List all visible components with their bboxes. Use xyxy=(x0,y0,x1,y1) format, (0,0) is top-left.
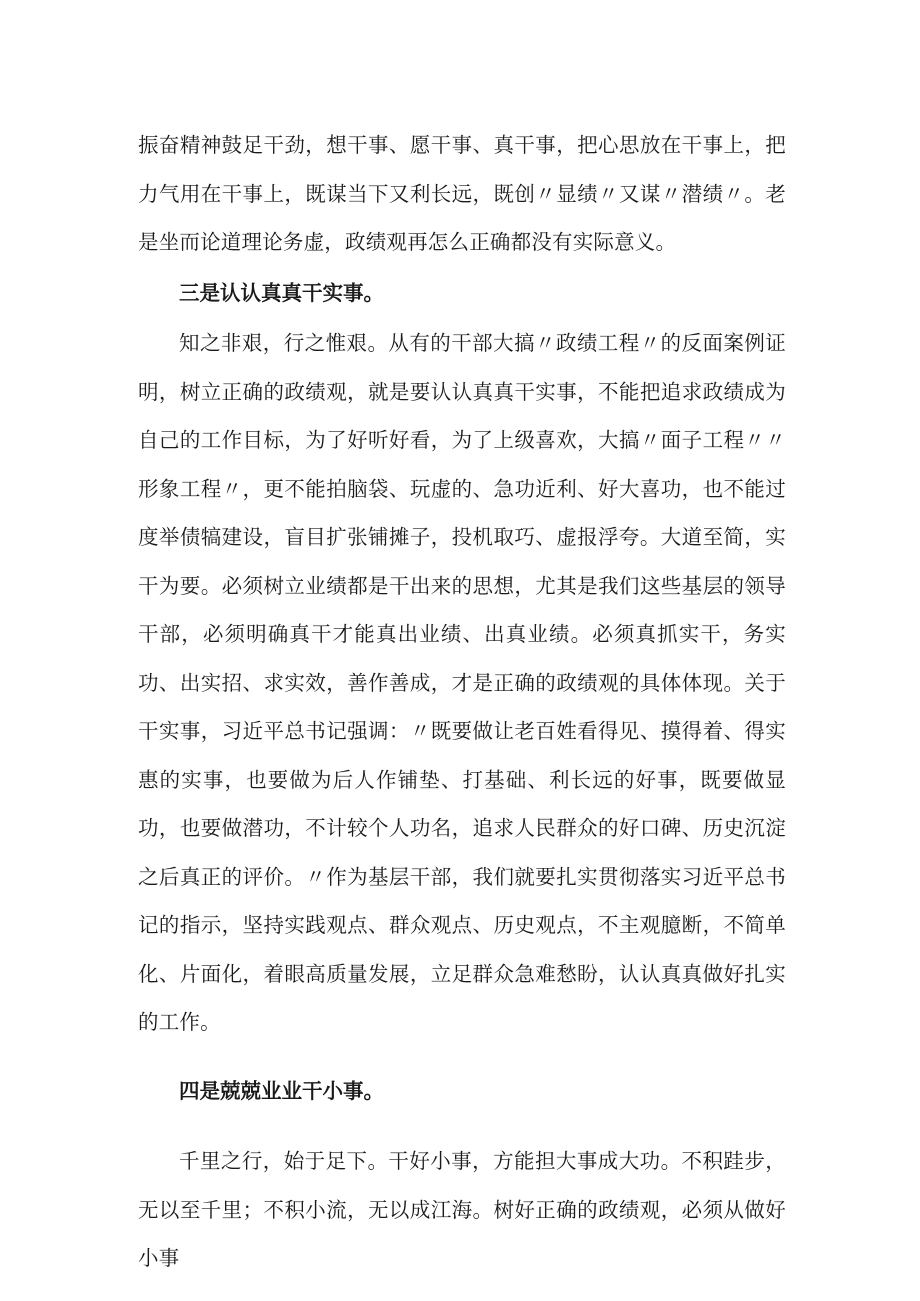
section-heading-three: 三是认认真真干实事。 xyxy=(179,280,384,305)
section-heading-four: 四是兢兢业业干小事。 xyxy=(179,1078,384,1103)
paragraph-section-three: 知之非艰，行之惟艰。从有的干部大搞〃政绩工程〃的反面案例证明，树立正确的政绩观，就是要认认真真干实事，不能把追求政绩成为自己的工作目标，为了好听好看，为了上级喜欢，大搞〃面子工程〃〃形象工程〃，更不能拍脑袋、玩虚的、急功近利、好大喜功，也不能过度举债犒建设，盲目扩张铺摊子，投机取巧、虚报浮夸。大道至简，实干为要。必须树立业绩都是干出来的思想，尤其是我们这些基层的领导干部，必须明确真干才能真出业绩、出真业绩。必须真抓实干，务实功、出实招、求实效，善作善成，才是正确的政绩观的具体体现。关于干实事，习近平总书记强调：〃既要做让老百姓看得见、摸得着、得实惠的实事，也要做为后人作铺垫、打基础、利长远的好事，既要做显功，也要做潜功，不计较个人功名，追求人民群众的好口碑、历史沉淀之后真正的评价。〃作为基层干部，我们就要扎实贯彻落实习近平总书记的指示，坚持实践观点、群众观点、历史观点，不主观臆断，不简单化、片面化，着眼高质量发展，立足群众急难愁盼，认认真真做好扎实的工作。 xyxy=(138,331,786,1034)
document-body xyxy=(138,121,786,1283)
paragraph-section-four: 千里之行，始于足下。干好小事，方能担大事成大功。不积跬步，无以至千里；不积小流，无以成江海。树好正确的政绩观，必须从做好小事 xyxy=(138,1149,786,1270)
paragraph-continuation: 振奋精神鼓足干劲，想干事、愿干事、真干事，把心思放在干事上，把力气用在干事上，既谋当下又利长远，既创〃显绩〃又谋〃潜绩〃。老是坐而论道理论务虚，政绩观再怎么正确都没有实际意义。 xyxy=(138,133,786,254)
